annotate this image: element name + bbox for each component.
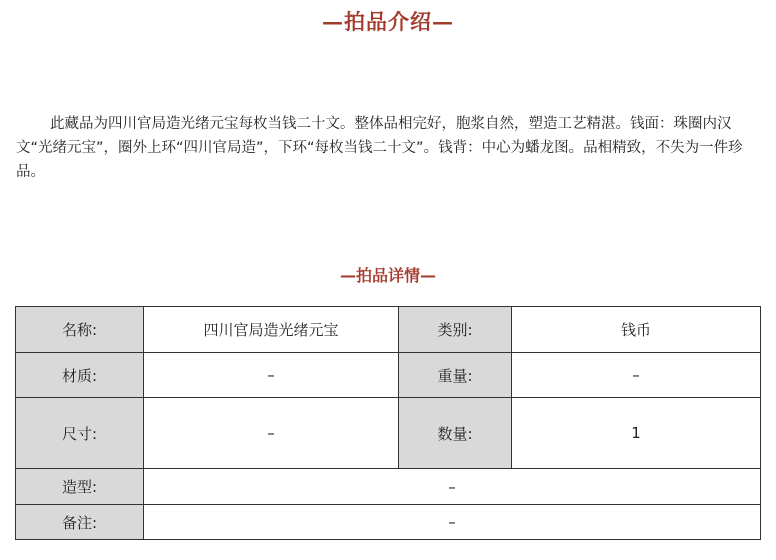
table-row [16, 307, 761, 353]
material-label: 材质: [16, 353, 144, 398]
remark-label: 备注: [16, 505, 144, 540]
page-title: —拍品介绍— [322, 9, 454, 34]
weight-label: 重量: [399, 353, 512, 398]
intro-paragraph: 此藏品为四川官局造光绪元宝每枚当钱二十文。整体品相完好，胞浆自然，塑造工艺精湛。钱面：珠圈内汉文“光绪元宝”，圈外上环“四川官局造”，下环“每枚当钱二十文”。钱背：中心为蟠龙图。品相精致，不失为一件珍品。 [16, 116, 743, 180]
category-label: 类别: [399, 307, 512, 353]
table-row [16, 398, 761, 469]
table-row [16, 469, 761, 505]
table-row [16, 505, 761, 540]
size-label: 尺寸: [16, 398, 144, 469]
weight-value: – [512, 353, 761, 398]
quantity-label: 数量: [399, 398, 512, 469]
table-row [16, 353, 761, 398]
remark-value: – [144, 505, 761, 540]
shape-label: 造型: [16, 469, 144, 505]
name-label: 名称: [16, 307, 144, 353]
material-value: – [144, 353, 399, 398]
quantity-value: 1 [512, 398, 761, 469]
details-table [15, 306, 761, 540]
name-value: 四川官局造光绪元宝 [144, 307, 399, 353]
shape-value: – [144, 469, 761, 505]
details-title: —拍品详情— [339, 266, 436, 285]
size-value: – [144, 398, 399, 469]
category-value: 钱币 [512, 307, 761, 353]
